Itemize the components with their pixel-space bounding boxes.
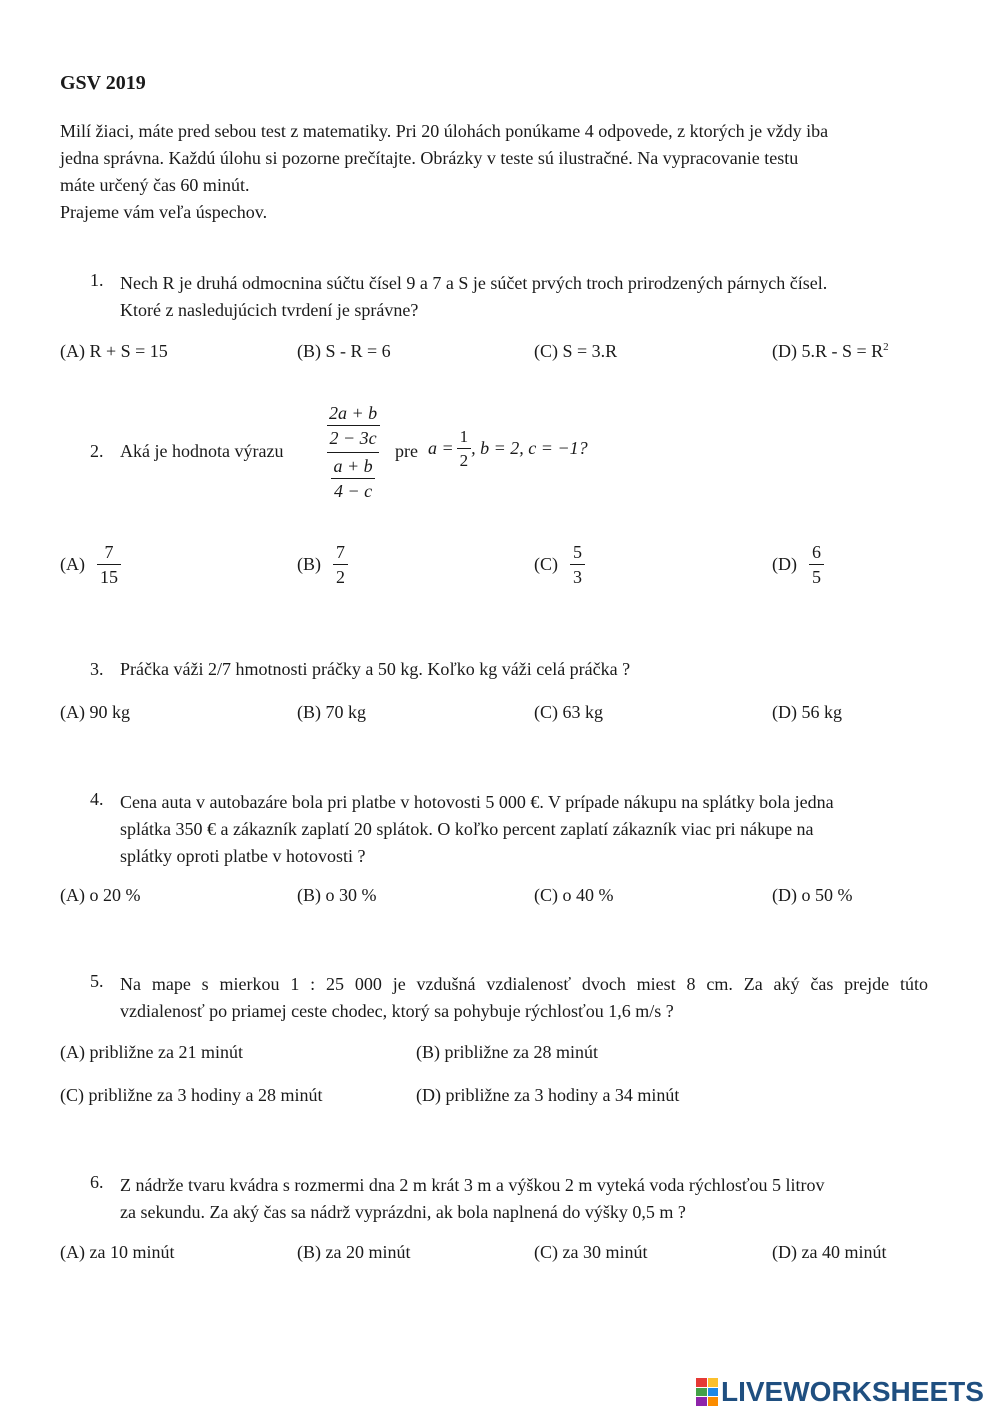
- q2-upper-fraction: [326, 404, 380, 447]
- q5-option-c[interactable]: (C) približne za 3 hodiny a 28 minút: [60, 1085, 323, 1105]
- question-2-text: Aká je hodnota výrazu: [120, 441, 284, 461]
- logo-square: [696, 1378, 707, 1387]
- intro-line: máte určený čas 60 minút.: [60, 175, 250, 195]
- q2-option-b[interactable]: [297, 543, 348, 586]
- q1-option-d-text: (D) 5.R - S = R: [772, 341, 884, 361]
- q2-lower-denominator: 4 − c: [331, 478, 375, 500]
- question-5-number: 5.: [90, 971, 104, 991]
- q2-pre-label: pre: [395, 441, 418, 461]
- question-line: Na mape s mierkou 1 : 25 000 je vzdušná vzdialenosť dvoch miest 8 cm. Za aký čas prejde túto: [120, 974, 928, 994]
- q5-option-a[interactable]: (A) približne za 21 minút: [60, 1042, 243, 1062]
- intro-line: Milí žiaci, máte pred sebou test z matematiky. Pri 20 úlohách ponúkame 4 odpovede, z ktorých je vždy iba: [60, 121, 829, 141]
- question-line: splátka 350 € a zákazník zaplatí 20 splátok. O koľko percent zaplatí zákazník viac pri nákupe na: [120, 819, 814, 839]
- q2-option-c-fraction: [570, 543, 585, 586]
- fraction-numerator: 7: [336, 542, 345, 562]
- q2-option-b-label: (B): [297, 554, 321, 574]
- question-line: za sekundu. Za aký čas sa nádrž vyprázdni, ak bola naplnená do výšky 0,5 m ?: [120, 1202, 686, 1222]
- q3-option-b[interactable]: (B) 70 kg: [297, 702, 366, 722]
- fraction-numerator: 7: [104, 542, 114, 562]
- intro-line: jedna správna. Každú úlohu si pozorne prečítajte. Obrázky v teste sú ilustračné. Na vypracovanie testu: [60, 148, 799, 168]
- q1-option-d[interactable]: [772, 341, 889, 362]
- logo-square: [708, 1388, 719, 1397]
- liveworksheets-logo[interactable]: [696, 1376, 984, 1408]
- document-title: GSV 2019: [60, 72, 146, 94]
- question-6-number: 6.: [90, 1172, 104, 1192]
- q2-option-b-fraction: [333, 543, 348, 586]
- question-line: Cena auta v autobazáre bola pri platbe v hotovosti 5 000 €. V prípade nákupu na splátky bola jedna: [120, 792, 834, 812]
- fraction-denominator: 2: [333, 564, 348, 586]
- q2-option-c[interactable]: [534, 543, 585, 586]
- q2-lower-numerator: a + b: [333, 456, 373, 476]
- q6-option-c[interactable]: (C) za 30 minút: [534, 1242, 648, 1262]
- logo-square: [708, 1397, 719, 1406]
- fraction-denominator: 15: [97, 564, 121, 586]
- q6-option-d[interactable]: (D) za 40 minút: [772, 1242, 887, 1262]
- logo-square: [696, 1397, 707, 1406]
- q5-option-d[interactable]: (D) približne za 3 hodiny a 34 minút: [416, 1085, 680, 1105]
- q2-cond-half: [457, 428, 472, 469]
- fraction-denominator: 3: [570, 564, 585, 586]
- q3-option-c[interactable]: (C) 63 kg: [534, 702, 603, 722]
- q2-option-d-fraction: [809, 543, 824, 586]
- question-1-number: 1.: [90, 270, 104, 290]
- logo-square: [696, 1388, 707, 1397]
- liveworksheets-logo-text: LIVEWORKSHEETS: [721, 1376, 984, 1407]
- liveworksheets-logo-icon: [696, 1378, 718, 1406]
- question-line: Ktoré z nasledujúcich tvrdení je správne?: [120, 300, 419, 320]
- q2-condition: [428, 428, 588, 469]
- q2-option-a-label: (A): [60, 554, 85, 574]
- logo-square: [708, 1378, 719, 1387]
- q2-cond-half-den: 2: [457, 448, 472, 469]
- q6-option-b[interactable]: (B) za 20 minút: [297, 1242, 411, 1262]
- fraction-denominator: 5: [809, 564, 824, 586]
- q2-option-a[interactable]: [60, 543, 121, 586]
- question-line: Z nádrže tvaru kvádra s rozmermi dna 2 m krát 3 m a výškou 2 m vyteká voda rýchlosťou 5 litrov: [120, 1175, 825, 1195]
- question-6-text: [120, 1172, 825, 1226]
- q1-option-a[interactable]: (A) R + S = 15: [60, 341, 168, 361]
- q3-option-a[interactable]: (A) 90 kg: [60, 702, 130, 722]
- q2-main-fraction-bar: [327, 452, 379, 453]
- q2-option-c-label: (C): [534, 554, 558, 574]
- q2-upper-denominator: 2 − 3c: [327, 425, 380, 447]
- q2-cond-half-num: 1: [459, 427, 469, 446]
- q2-cond-a: a =: [428, 438, 454, 458]
- question-4-text: [120, 789, 834, 870]
- question-1-text: [120, 270, 827, 324]
- q4-option-b[interactable]: (B) o 30 %: [297, 885, 377, 905]
- question-3-text: Práčka váži 2/7 hmotnosti práčky a 50 kg. Koľko kg váži celá práčka ?: [120, 659, 631, 679]
- q2-upper-numerator: 2a + b: [329, 403, 378, 423]
- q1-option-b[interactable]: (B) S - R = 6: [297, 341, 391, 361]
- question-line: splátky oproti platbe v hotovosti ?: [120, 846, 366, 866]
- q5-option-b[interactable]: (B) približne za 28 minút: [416, 1042, 598, 1062]
- q2-option-d-label: (D): [772, 554, 797, 574]
- question-line: Nech R je druhá odmocnina súčtu čísel 9 a 7 a S je súčet prvých troch prirodzených párnych čísel.: [120, 273, 828, 293]
- q2-cond-rest: , b = 2, c = −1?: [471, 438, 588, 458]
- intro-paragraph: [60, 118, 828, 226]
- question-5-text: [120, 971, 928, 1025]
- question-2-number: 2.: [90, 441, 104, 461]
- q4-option-a[interactable]: (A) o 20 %: [60, 885, 141, 905]
- fraction-numerator: 6: [812, 542, 821, 562]
- q2-option-d[interactable]: [772, 543, 824, 586]
- q1-option-d-exponent: 2: [883, 341, 889, 353]
- q2-option-a-fraction: [97, 543, 121, 586]
- intro-line: Prajeme vám veľa úspechov.: [60, 202, 268, 222]
- q4-option-c[interactable]: (C) o 40 %: [534, 885, 614, 905]
- q1-option-c[interactable]: (C) S = 3.R: [534, 341, 618, 361]
- q3-option-d[interactable]: (D) 56 kg: [772, 702, 842, 722]
- q6-option-a[interactable]: (A) za 10 minút: [60, 1242, 175, 1262]
- q2-lower-fraction: [331, 457, 376, 500]
- fraction-numerator: 5: [573, 542, 582, 562]
- question-4-number: 4.: [90, 789, 104, 809]
- question-line: vzdialenosť po priamej ceste chodec, ktorý sa pohybuje rýchlosťou 1,6 m/s ?: [120, 1001, 674, 1021]
- q4-option-d[interactable]: (D) o 50 %: [772, 885, 853, 905]
- question-3-number: 3.: [90, 659, 104, 679]
- q2-compound-fraction: [326, 404, 380, 500]
